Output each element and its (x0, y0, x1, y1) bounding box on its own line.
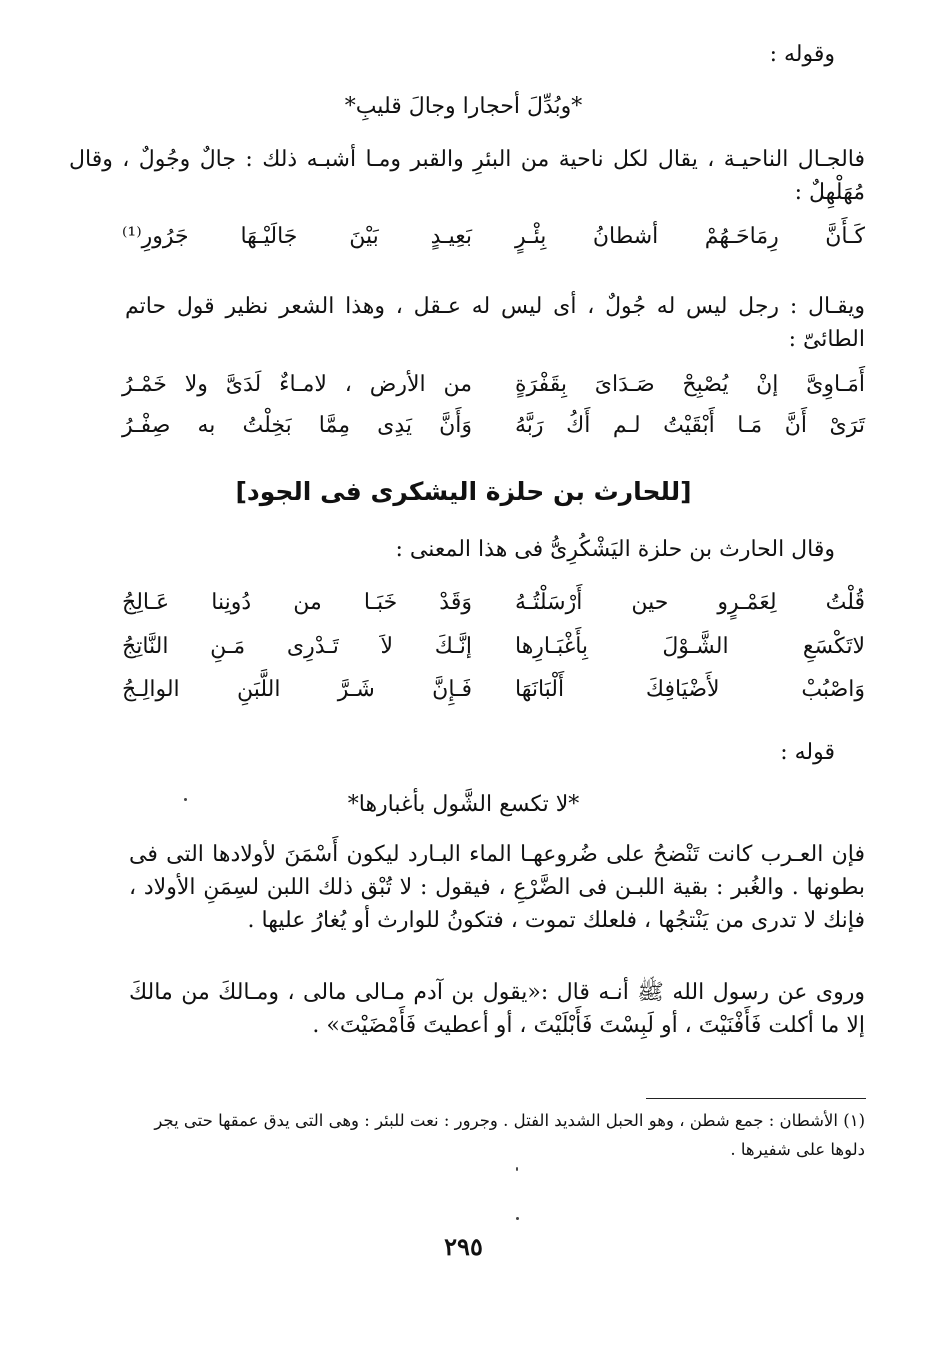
verse-3-line-3-second-hemistich: فَـإِنَّ شَـرَّ اللَّبَنِ الوالِـجُ (122, 677, 472, 702)
intro-label: وقوله : (769, 42, 835, 67)
verse-1-second-hemistich: بَعِيـدٍ بَيْنَ جَالَيْـهَا جَرُورِ⁽¹⁾ (122, 224, 472, 249)
paragraph-1: فالجـال الناحيـة ، يقال لكل ناحية من البئرِ والقبر ومـا أشبـه ذلك : جالٌ وجُولٌ ، وقال مُهَلْهِلٌ : (69, 147, 865, 205)
paragraph-2: ويقـال : رجل ليس له جُولٌ ، أى ليس له عـقل ، وهذا الشعر نظير قول حاتم الطائىّ : (125, 294, 865, 352)
print-speck (516, 1167, 518, 1171)
hemistich-quote-2: *لا تكسع الشَّول بأغبارها* (347, 792, 580, 817)
verse-2-line-2 (122, 413, 865, 449)
print-speck (184, 798, 187, 801)
verse-2-line-1-first-hemistich: أَمَـاوِىَّ إنْ يُصْبِحْ صَـدَاىَ بِقَفْرَةٍ (515, 372, 865, 397)
label-2: قوله : (780, 740, 835, 765)
footnote-separator (646, 1098, 866, 1099)
page-number: ٢٩٥ (444, 1232, 483, 1261)
verse-3-line-3 (122, 677, 865, 713)
verse-2-line-2-first-hemistich: تَرَىْ أَنَّ مَـا أَبْقَيْتُ لـم أَكُ رَبَّهُ (515, 413, 865, 438)
verse-2-line-1 (122, 372, 865, 408)
section-heading: [للحارث بن حلزة اليشكرى فى الجود] (235, 477, 692, 506)
paragraph-5: وروى عن رسول الله ﷺ أنـه قال :«يقول بن آدم مـالى مالى ، ومـالكَ من مالكَ إلا ما أكلت فَأَفْنَيْتَ ، أو لَبِسْتَ فَأَبْلَيْتَ ، أو أعطيتَ فَأَمْضَيْتَ» . (129, 980, 865, 1038)
verse-3-line-2 (122, 634, 865, 670)
paragraph-3: وقال الحارث بن حلزة اليَشْكُرِىُّ فى هذا المعنى : (395, 537, 835, 562)
print-speck (516, 1217, 519, 1220)
verse-2-line-2-second-hemistich: وَأَنَّ يَدِى مِمَّا بَخِلْتُ به صِفْـرُ (122, 413, 472, 438)
verse-3-line-1 (122, 590, 865, 626)
verse-1-first-hemistich: كَـأَنَّ رِمَاحَـهُمْ أشطانُ بِئْـرٍ (515, 224, 865, 249)
verse-3-line-1-first-hemistich: قُلْتُ لِعَمْـرٍو حين أَرْسَلْتُـهُ (515, 590, 865, 615)
verse-3-line-3-first-hemistich: وَاصْبُبْ لأَضْيَافِكَ أَلْبَانَهَا (515, 677, 865, 702)
hemistich-quote-1: *وبُدِّلَ أحجارا وجالَ قليبِ* (344, 94, 583, 119)
verse-3-line-2-second-hemistich: إنَّـكَ لاَ تَـدْرِى مَـنِ النَّاتِجُ (122, 634, 472, 659)
paragraph-4: فإن العـرب كانت تَنْضحُ على ضُروعهـا الماء البـارد ليكون أَسْمَنَ لأولادها التى فى بطونها . والغُبر : بقية اللبـن فى الضَّرْعِ ، فيقول : لا تُبْق ذلك اللبن لسِمَنِ الأولاد ، فإنك لا تدرى من يَنْتجُها ، فلعلك تموت ، فتكونُ للوارث أو يُغارُ عليها . (129, 842, 865, 933)
footnote-1: (١) الأشطان : جمع شطن ، وهو الحبل الشديد الفتل . وجرور : نعت للبئر : وهى التى يدق عمقها حتى يجر دلوها على شفيرها . (154, 1111, 865, 1159)
verse-2-line-1-second-hemistich: من الأرض ، لامـاءٌ لَدَىَّ ولا خَمْـرُ (122, 372, 472, 397)
verse-3-line-1-second-hemistich: وَقَدْ خَبَـا من دُونِنا عَـالِجُ (122, 590, 472, 615)
verse-3-line-2-first-hemistich: لاتَكْسَعِ الشَّـوْلَ بِأَغْبَـارِها (515, 634, 865, 659)
verse-1-line (122, 224, 865, 260)
